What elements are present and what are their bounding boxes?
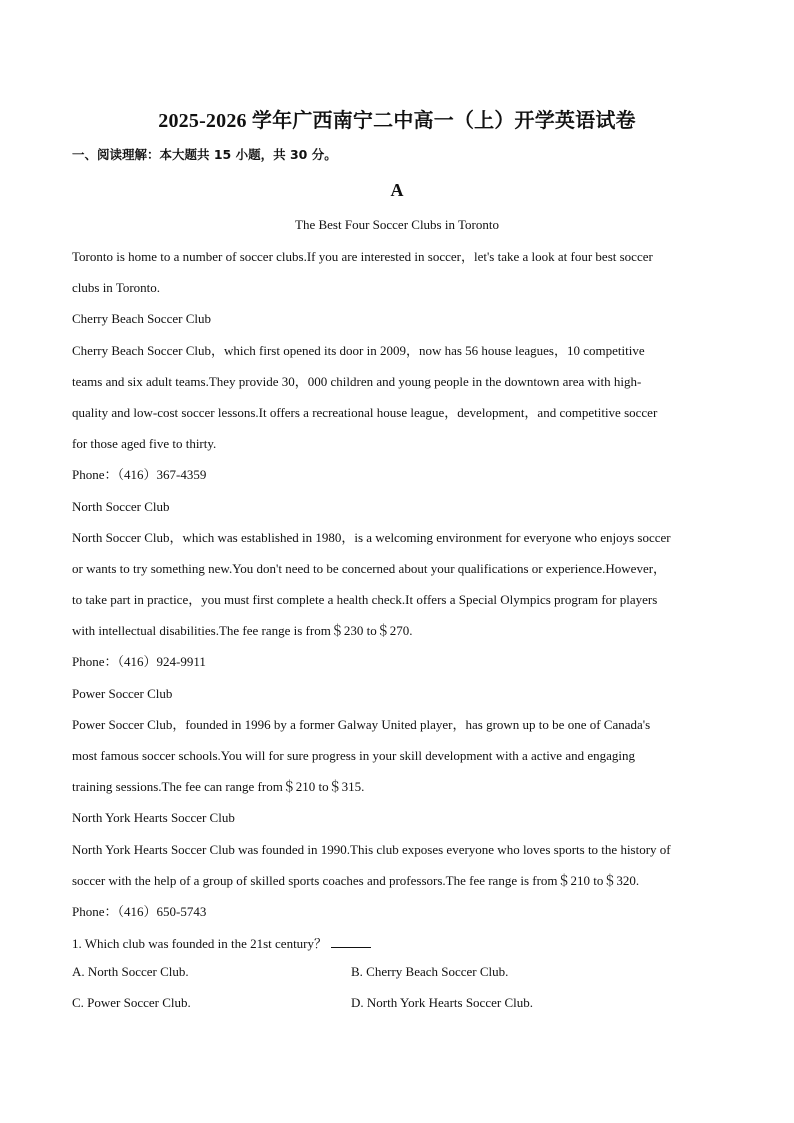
option-d[interactable]: D. North York Hearts Soccer Club. bbox=[351, 995, 533, 1010]
passage-line: most famous soccer schools.You will for sure progress in your skill development with a active and engaging bbox=[72, 748, 635, 763]
passage-line: quality and low-cost soccer lessons.It offers a recreational house league，development，and competitive soccer bbox=[72, 404, 658, 420]
club-heading: Cherry Beach Soccer Club bbox=[72, 311, 211, 327]
phone-line: Phone：（416）367-4359 bbox=[72, 467, 207, 483]
club-heading: Power Soccer Club bbox=[72, 685, 173, 701]
passage-line: teams and six adult teams.They provide 30，000 children and young people in the downtown area with high- bbox=[72, 373, 642, 389]
passage-line: North Soccer Club，which was established in 1980，is a welcoming environment for everyone who enjoys soccer bbox=[72, 529, 671, 545]
passage-line: Cherry Beach Soccer Club，which first opened its door in 2009，now has 56 house leagues，10 competitive bbox=[72, 342, 645, 358]
club-heading: North Soccer Club bbox=[72, 498, 170, 514]
section-heading: 一、阅读理解：本大题共 15 小题，共 30 分。 bbox=[72, 147, 337, 162]
answer-blank[interactable] bbox=[331, 935, 371, 948]
question-stem: 1. Which club was founded in the 21st century？ bbox=[72, 936, 328, 951]
passage-body bbox=[72, 246, 732, 932]
passage-line: clubs in Toronto. bbox=[72, 280, 161, 296]
passage-line: North York Hearts Soccer Club was founded in 1990.This club exposes everyone who loves sports to the history of bbox=[72, 841, 671, 857]
phone-line: Phone：（416）924-9911 bbox=[72, 654, 206, 670]
passage-line: with intellectual disabilities.The fee range is from＄230 to＄270. bbox=[72, 623, 413, 639]
passage-title: The Best Four Soccer Clubs in Toronto bbox=[295, 217, 499, 232]
option-b[interactable]: B. Cherry Beach Soccer Club. bbox=[351, 964, 509, 979]
part-letter: A bbox=[390, 180, 404, 200]
passage-line: to take part in practice，you must first complete a health check.It offers a Special Olympics program for players bbox=[72, 592, 658, 608]
passage-line: for those aged five to thirty. bbox=[72, 436, 217, 452]
passage-line: Power Soccer Club，founded in 1996 by a former Galway United player，has grown up to be one of Canada's bbox=[72, 716, 651, 732]
passage-line: training sessions.The fee can range from＄210 to＄315. bbox=[72, 779, 365, 795]
question-1 bbox=[72, 933, 371, 952]
exam-title: 2025-2026 学年广西南宁二中高一（上）开学英语试卷 bbox=[158, 110, 636, 132]
passage-line: or wants to try something new.You don't need to be concerned about your qualifications or experience.However， bbox=[72, 560, 667, 576]
option-c[interactable]: C. Power Soccer Club. bbox=[72, 995, 191, 1010]
passage-line: soccer with the help of a group of skilled sports coaches and professors.The fee range is from＄210 to＄320. bbox=[72, 872, 640, 888]
phone-line: Phone：（416）650-5743 bbox=[72, 903, 207, 919]
option-a[interactable]: A. North Soccer Club. bbox=[72, 964, 189, 979]
passage-line: Toronto is home to a number of soccer clubs.If you are interested in soccer，let's take a look at four best soccer bbox=[72, 249, 653, 264]
club-heading: North York Hearts Soccer Club bbox=[72, 810, 235, 826]
